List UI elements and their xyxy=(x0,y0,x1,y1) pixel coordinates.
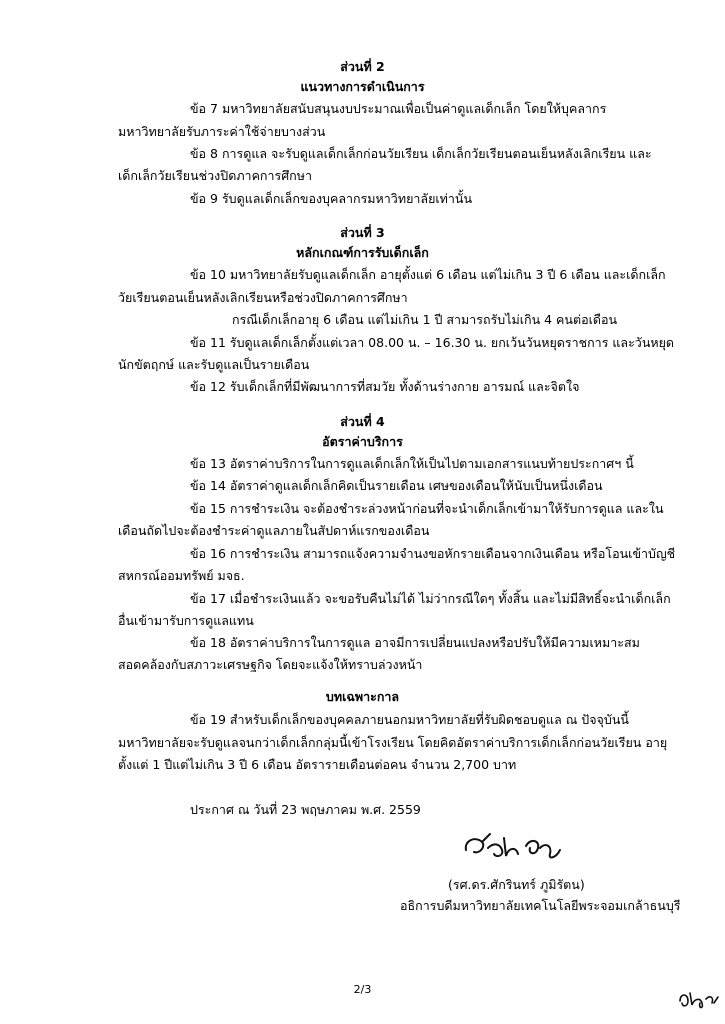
part3-heading: ส่วนที่ 3 xyxy=(340,225,385,240)
part2-heading: ส่วนที่ 2 xyxy=(340,59,385,74)
clause-8-line2: เด็กเล็กวัยเรียนช่วงปิดภาคการศึกษา xyxy=(118,168,313,183)
clause-15-line1: ข้อ 15 การชำระเงิน จะต้องชำระล่วงหน้าก่อนที่จะนำเด็กเล็กเข้ามาให้รับการดูแล และใน xyxy=(190,501,664,516)
clause-8-line1: ข้อ 8 การดูแล จะรับดูแลเด็กเล็กก่อนวัยเรียน เด็กเล็กวัยเรียนตอนเย็นหลังเลิกเรียน และ xyxy=(190,146,652,161)
clause-11-line1: ข้อ 11 รับดูแลเด็กเล็กตั้งแต่เวลา 08.00 น. – 16.30 น. ยกเว้นวันหยุดราชการ และวันหยุด xyxy=(190,335,675,350)
page-number: 2/3 xyxy=(353,983,372,996)
clause-19-line1: ข้อ 19 สำหรับเด็กเล็กของบุคคลภายนอกมหาวิทยาลัยที่รับผิดชอบดูแล ณ ปัจจุบันนี้ xyxy=(190,712,629,727)
clause-18-line2: สอดคล้องกับสภาวะเศรษฐกิจ โดยจะแจ้งให้ทราบล่วงหน้า xyxy=(118,657,423,672)
clause-10-line3: กรณีเด็กเล็กอายุ 6 เดือน แต่ไม่เกิน 1 ปี สามารถรับไม่เกิน 4 คนต่อเดือน xyxy=(232,312,618,327)
clause-18-line1: ข้อ 18 อัตราค่าบริการในการดูแล อาจมีการเปลี่ยนแปลงหรือปรับให้มีความเหมาะสม xyxy=(190,635,640,650)
clause-19-line3: ตั้งแต่ 1 ปีแต่ไม่เกิน 3 ปี 6 เดือน อัตรารายเดือนต่อคน จำนวน 2,700 บาท xyxy=(118,757,517,772)
clause-12-line1: ข้อ 12 รับเด็กเล็กที่มีพัฒนาการที่สมวัย ทั้งด้านร่างกาย อารมณ์ และจิตใจ xyxy=(190,379,580,394)
signatory-name: (รศ.ดร.ศักรินทร์ ภูมิรัตน) xyxy=(448,877,585,892)
clause-11-line2: นักขัตฤกษ์ และรับดูแลเป็นรายเดือน xyxy=(118,357,310,372)
clause-10-line1: ข้อ 10 มหาวิทยาลัยรับดูแลเด็กเล็ก อายุตั้งแต่ 6 เดือน แต่ไม่เกิน 3 ปี 6 เดือน และเด็กเล็ก xyxy=(190,267,666,282)
clause-14-line1: ข้อ 14 อัตราค่าดูแลเด็กเล็กคิดเป็นรายเดือน เศษของเดือนให้นับเป็นหนึ่งเดือน xyxy=(190,478,603,493)
clause-17-line2: อื่นเข้ามารับการดูแลแทน xyxy=(118,613,254,628)
part2-subheading: แนวทางการดำเนินการ xyxy=(300,79,425,94)
handwritten-signature xyxy=(460,828,570,868)
announcement-date: ประกาศ ณ วันที่ 23 พฤษภาคม พ.ศ. 2559 xyxy=(190,802,421,817)
clause-16-line1: ข้อ 16 การชำระเงิน สามารถแจ้งความจำนงขอหักรายเดือนจากเงินเดือน หรือโอนเข้าบัญชี xyxy=(190,546,676,561)
transitional-heading: บทเฉพาะกาล xyxy=(325,689,400,704)
part4-heading: ส่วนที่ 4 xyxy=(340,414,385,429)
clause-7-line1: ข้อ 7 มหาวิทยาลัยสนับสนุนงบประมาณเพื่อเป็นค่าดูแลเด็กเล็ก โดยให้บุคลากร xyxy=(190,101,607,116)
clause-17-line1: ข้อ 17 เมื่อชำระเงินแล้ว จะขอรับคืนไม่ได้ ไม่ว่ากรณีใดๆ ทั้งสิ้น และไม่มีสิทธิ์จะนำเด็กเล็ก xyxy=(190,591,671,606)
clause-7-line2: มหาวิทยาลัยรับภาระค่าใช้จ่ายบางส่วน xyxy=(118,124,326,139)
clause-9-line1: ข้อ 9 รับดูแลเด็กเล็กของบุคลากรมหาวิทยาลัยเท่านั้น xyxy=(190,191,473,206)
signatory-title: อธิการบดีมหาวิทยาลัยเทคโนโลยีพระจอมเกล้าธนบุรี xyxy=(400,898,681,913)
clause-19-line2: มหาวิทยาลัยจะรับดูแลจนกว่าเด็กเล็กกลุ่มนี้เข้าโรงเรียน โดยคิดอัตราค่าบริการเด็กเล็กก่อนวัยเรียน อายุ xyxy=(118,735,668,750)
clause-13-line1: ข้อ 13 อัตราค่าบริการในการดูแลเด็กเล็กให้เป็นไปตามเอกสารแนบท้ายประกาศฯ นี้ xyxy=(190,456,634,471)
clause-15-line2: เดือนถัดไปจะต้องชำระค่าดูแลภายในสัปดาห์แรกของเดือน xyxy=(118,523,430,538)
part4-subheading: อัตราค่าบริการ xyxy=(322,434,403,449)
part3-subheading: หลักเกณฑ์การรับเด็กเล็ก xyxy=(296,245,429,260)
clause-16-line2: สหกรณ์ออมทรัพย์ มจธ. xyxy=(118,568,245,583)
handwritten-initial-mark xyxy=(676,985,720,1011)
clause-10-line2: วัยเรียนตอนเย็นหลังเลิกเรียนหรือช่วงปิดภาคการศึกษา xyxy=(118,290,408,305)
